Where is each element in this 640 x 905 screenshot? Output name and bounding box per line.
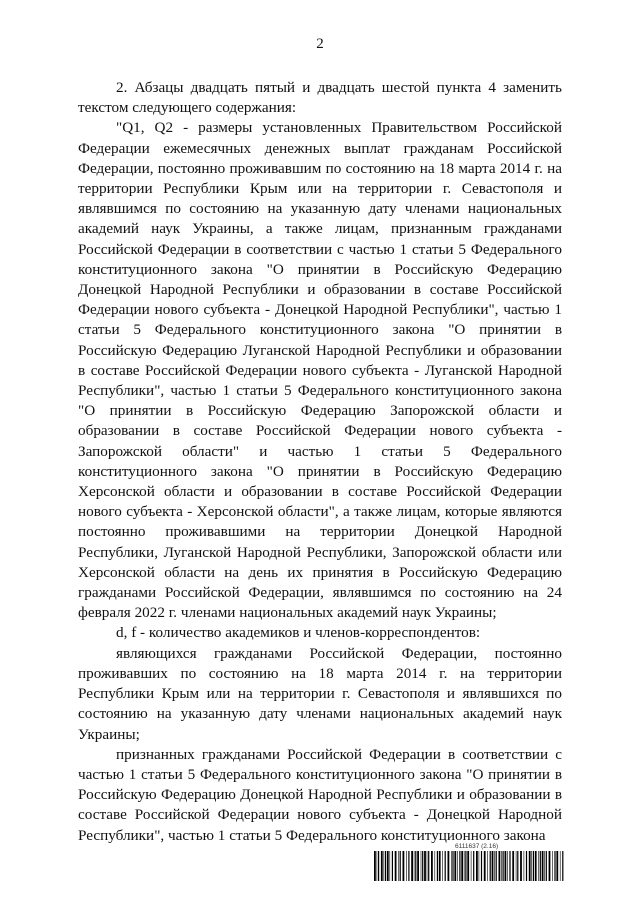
- paragraph-5: признанных гражданами Российской Федерации в соответствии с частью 1 статьи 5 Федерального конституционного закона "О принятии в Российскую Федерацию Донецкой Народной Республики и образовании в составе Российской Федерации нового субъекта - Донецкой Народной Республики", частью 1 статьи 5 Федерального конституционного закона: [78, 745, 562, 844]
- document-code: 6111637 (2.16): [455, 843, 499, 850]
- paragraph-2: "Q1, Q2 - размеры установленных Правительством Российской Федерации ежемесячных денежных выплат гражданам Российской Федерации, постоянно проживавшим по состоянию на 18 марта 2014 г. на территории Республики Крым или на территории г. Севастополя и являвшимся по состоянию на указанную дату членами национальных академий наук Украины, а также лицам, признанным гражданами Российской Федерации в соответствии с частью 1 статьи 5 Федерального конституционного закона "О принятии в Российскую Федерацию Донецкой Народной Республики и образовании в составе Российской Федерации нового субъекта - Донецкой Народной Республики", частью 1 статьи 5 Федерального конституционного закона "О принятии в Российскую Федерацию Луганской Народной Республики и образовании в составе Российской Федерации нового субъекта - Луганской Народной Республики", частью 1 статьи 5 Федерального конституционного закона "О принятии в Российскую Федерацию Запорожской области и образовании в составе Российской Федерации нового субъекта - Запорожской области" и частью 1 статьи 5 Федерального конституционного закона "О принятии в Российскую Федерацию Херсонской области и образовании в составе Российской Федерации нового субъекта - Херсонской области", а также лицам, которые являются постоянно проживавшими на территории Донецкой Народной Республики, Луганской Народной Республики, Запорожской области или Херсонской области на день их принятия в Российскую Федерацию гражданами Российской Федерации, являвшимся по состоянию на 24 февраля 2022 г. членами национальных академий наук Украины;: [78, 119, 562, 622]
- paragraph-1: 2. Абзацы двадцать пятый и двадцать шестой пункта 4 заменить текстом следующего содержания:: [78, 79, 562, 117]
- paragraph-3: d, f - количество академиков и членов-корреспондентов:: [116, 624, 481, 642]
- document-body: [78, 78, 562, 846]
- barcode-image: [374, 851, 566, 881]
- paragraph-4: являющихся гражданами Российской Федерации, постоянно проживавших по состоянию на 18 марта 2014 г. на территории Республики Крым или на территории г. Севастополя и являвшихся по состоянию на указанную дату членами национальных академий наук Украины;: [78, 644, 562, 743]
- page-number: 2: [316, 36, 324, 52]
